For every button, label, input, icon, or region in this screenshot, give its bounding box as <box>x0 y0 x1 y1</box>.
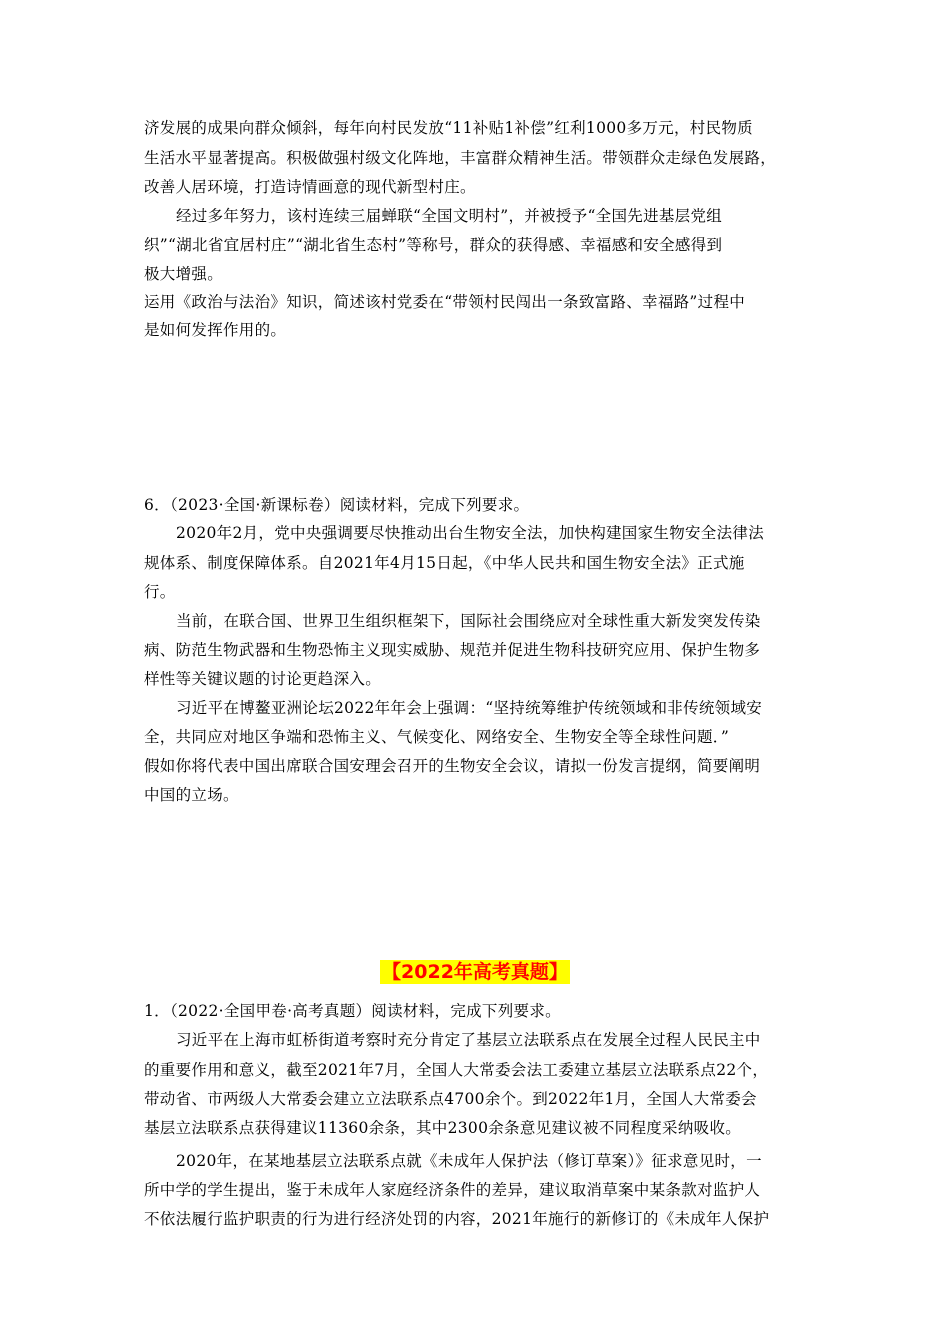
text-line: 2020年2月，党中央强调要尽快推动出台生物安全法，加快构建国家生物安全法律法 <box>176 524 765 542</box>
text-line: 习近平在上海市虹桥街道考察时充分肯定了基层立法联系点在发展全过程人民民主中 <box>176 1031 761 1049</box>
question-prompt: 是如何发挥作用的。 <box>144 321 287 339</box>
text-line: 的重要作用和意义，截至2021年7月，全国人大常委会法工委建立基层立法联系点22个， <box>144 1061 769 1079</box>
section-title-text: 【2022年高考真题】 <box>382 961 568 983</box>
text-line: 极大增强。 <box>144 265 224 283</box>
text-line: 行。 <box>144 583 176 601</box>
text-line: 规体系、制度保障体系。自2021年4月15日起，《中华人民共和国生物安全法》正式施 <box>144 554 745 572</box>
question-prompt: 运用《政治与法治》知识，简述该村党委在“带领村民闯出一条致富路、幸福路”过程中 <box>144 293 746 311</box>
question-prompt: 假如你将代表中国出席联合国安理会召开的生物安全会议，请拟一份发言提纲，简要阐明 <box>144 757 761 775</box>
text-line: 全，共同应对地区争端和恐怖主义、气候变化、网络安全、生物安全等全球性问题．” <box>144 728 730 746</box>
text-line: 织”“湖北省宜居村庄”“湖北省生态村”等称号，群众的获得感、幸福感和安全感得到 <box>144 236 723 254</box>
text-line: 当前，在联合国、世界卫生组织框架下，国际社会围绕应对全球性重大新发突发传染 <box>176 612 761 630</box>
text-line: 改善人居环境，打造诗情画意的现代新型村庄。 <box>144 178 476 196</box>
text-line: 不依法履行监护职责的行为进行经济处罚的内容，2021年施行的新修订的《未成年人保护 <box>144 1210 770 1228</box>
text-line: 带动省、市两级人大常委会建立立法联系点4700余个。到2022年1月，全国人大常委会 <box>144 1090 757 1108</box>
question-header: 1．（2022·全国甲卷·高考真题）阅读材料，完成下列要求。 <box>144 1002 561 1020</box>
text-line: 所中学的学生提出，鉴于未成年人家庭经济条件的差异，建议取消草案中某条款对监护人 <box>144 1181 761 1199</box>
text-line: 基层立法联系点获得建议11360余条，其中2300余条意见建议被不同程度采纳吸收。 <box>144 1119 742 1137</box>
section-title <box>0 958 950 986</box>
text-line: 病、防范生物武器和生物恐怖主义现实威胁、规范并促进生物科技研究应用、保护生物多 <box>144 641 761 659</box>
text-line: 2020年，在某地基层立法联系点就《未成年人保护法（修订草案）》征求意见时，一 <box>176 1152 762 1170</box>
text-line: 生活水平显著提高。积极做强村级文化阵地，丰富群众精神生活。带领群众走绿色发展路， <box>144 149 777 167</box>
question-header: 6．（2023·全国·新课标卷）阅读材料，完成下列要求。 <box>144 496 530 514</box>
text-line: 样性等关键议题的讨论更趋深入。 <box>144 670 382 688</box>
text-line: 习近平在博鳌亚洲论坛2022年年会上强调：“坚持统筹维护传统领域和非传统领域安 <box>176 699 763 717</box>
text-line: 经过多年努力，该村连续三届蝉联“全国文明村”，并被授予“全国先进基层党组 <box>176 207 723 225</box>
question-prompt: 中国的立场。 <box>144 786 239 804</box>
text-line: 济发展的成果向群众倾斜，每年向村民发放“11补贴1补偿”红利1000多万元，村民物质 <box>144 119 753 137</box>
